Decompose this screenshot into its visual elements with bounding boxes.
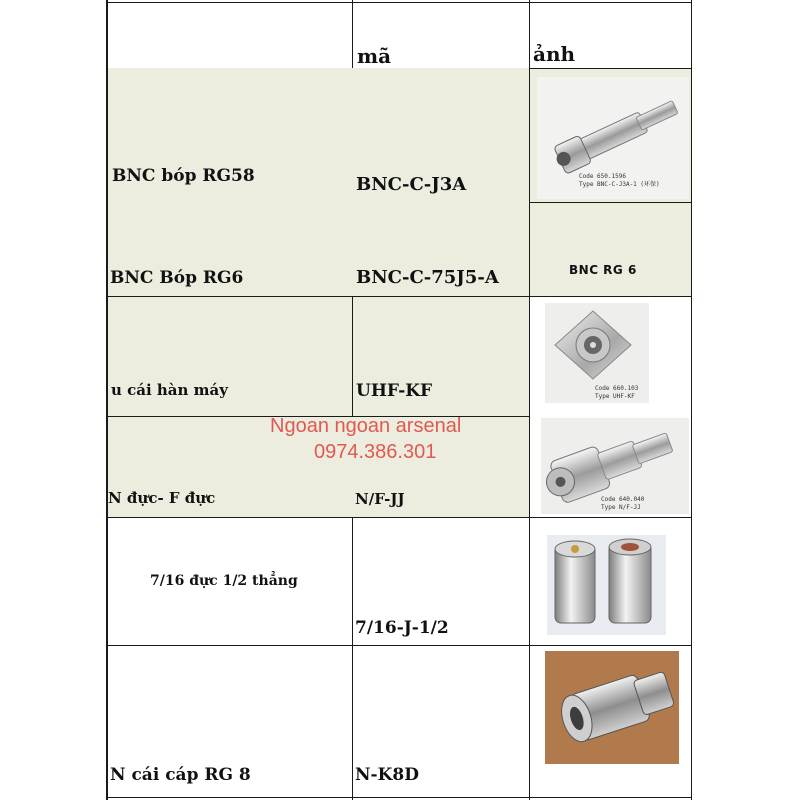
watermark-phone: 0974.386.301 <box>314 441 437 463</box>
n-f-adapter-photo <box>541 418 689 514</box>
grid-line <box>530 202 692 203</box>
row-code: N-K8D <box>355 765 419 785</box>
row-code: BNC-C-75J5-A <box>356 267 499 288</box>
row-code: UHF-KF <box>356 381 433 401</box>
photo-caption: Code 660.103 <box>595 385 639 392</box>
row-name: BNC Bóp RG6 <box>110 268 244 288</box>
photo-caption: Type UHF-KF <box>595 393 635 400</box>
grid-line <box>106 2 692 3</box>
grid-line <box>529 0 530 800</box>
bnc-connector-photo <box>537 77 689 199</box>
uhf-connector-photo <box>545 303 649 403</box>
watermark-text: Ngoan ngoan arsenal <box>270 415 462 437</box>
photo-caption: Code 640.040 <box>601 496 645 503</box>
grid-line <box>530 68 692 69</box>
grid-line <box>352 0 353 68</box>
grid-line <box>106 517 692 518</box>
row-code: N/F-JJ <box>355 490 405 508</box>
row-name: N cái cáp RG 8 <box>110 765 251 785</box>
grid-line <box>352 517 353 800</box>
row-name: u cái hàn máy <box>111 381 228 399</box>
grid-line <box>352 296 353 417</box>
row-name: BNC bóp RG58 <box>112 166 255 186</box>
grid-line <box>106 645 692 646</box>
grid-line <box>106 296 692 297</box>
row-code: 7/16-J-1/2 <box>355 618 449 638</box>
header-photo: ảnh <box>533 42 576 66</box>
grid-line <box>106 797 692 798</box>
photo-label: BNC RG 6 <box>569 263 637 277</box>
grid-line <box>106 0 108 800</box>
photo-caption: Type BNC-C-J3A-1 (环保) <box>579 181 660 188</box>
grid-line <box>691 0 692 800</box>
row-name: 7/16 đực 1/2 thẳng <box>150 573 298 589</box>
7-16-connector-photo <box>547 535 666 635</box>
photo-caption: Type N/F-JJ <box>601 504 641 511</box>
row-code: BNC-C-J3A <box>356 174 467 195</box>
row-name: N đực- F đực <box>108 489 216 507</box>
photo-caption: Code 650.1596 <box>579 173 626 180</box>
header-code: mã <box>357 44 392 68</box>
n-female-connector-photo <box>545 651 679 764</box>
